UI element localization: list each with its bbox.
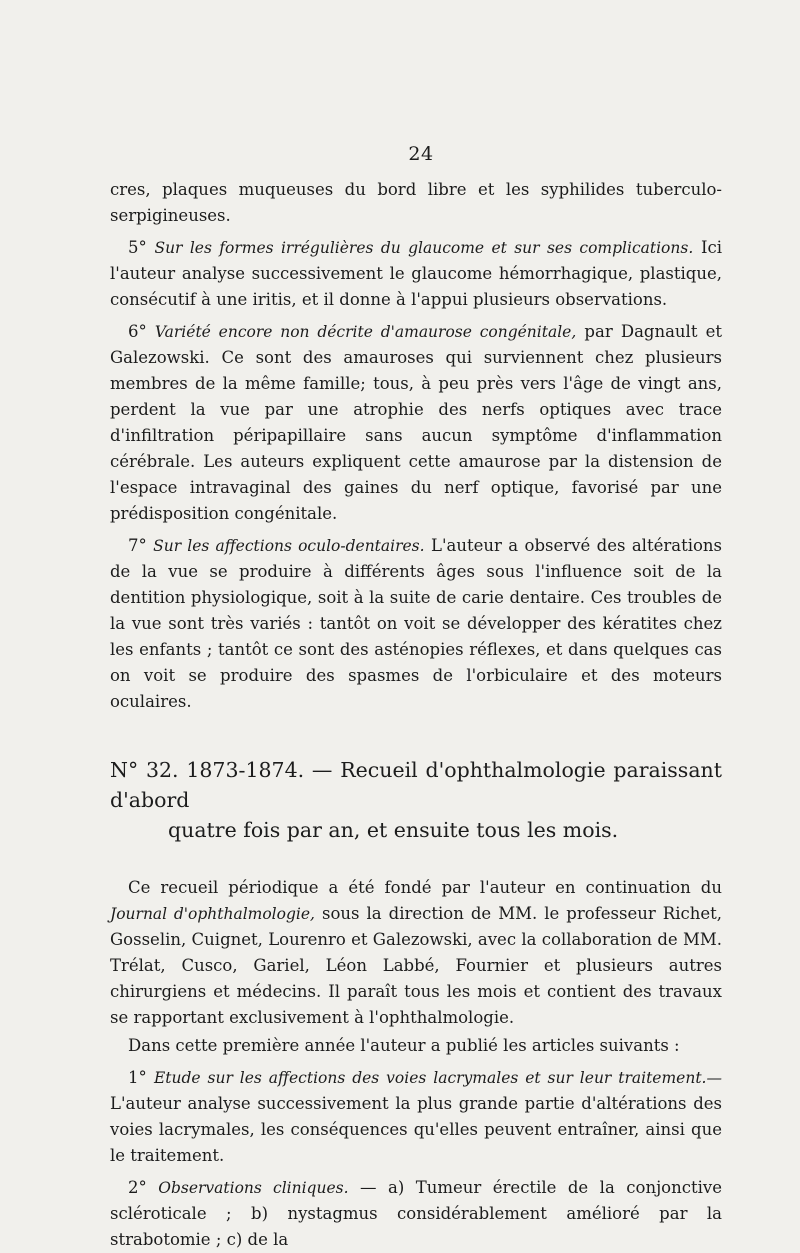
article-2-number: 2° xyxy=(128,1178,147,1197)
entry-heading xyxy=(110,755,722,815)
article-1 xyxy=(110,1065,722,1169)
entry-title-line1: Recueil d'ophthalmologie paraissant d'abord xyxy=(110,758,722,812)
entry-dash: — xyxy=(311,758,333,782)
articles-intro: Dans cette première année l'auteur a publié les articles suivants : xyxy=(128,1036,680,1055)
recueil-paragraph xyxy=(110,875,722,1031)
item-5-number: 5° xyxy=(128,238,147,257)
article-2-title: Observations cliniques. xyxy=(158,1179,349,1197)
recueil-text-1: Ce recueil périodique a été fondé par l'auteur en continuation du xyxy=(128,878,722,897)
recueil-text-2: sous la direction de MM. le professeur Richet, Gosselin, Cuignet, Lourenro et Galezowski, avec la collaboration de MM. Trélat, Cusco, Gariel, Léon Labbé, Fournier et plusieurs autres chirurgiens et médecins. Il paraît tous les mois et contient des travaux se rapportant exclusivement à l'ophthalmologie. xyxy=(110,904,722,1027)
article-2-dash: — xyxy=(360,1178,377,1197)
article-1-title: Etude sur les affections des voies lacrymales et sur leur traitement.— xyxy=(153,1069,722,1087)
page-number: 24 xyxy=(408,143,434,165)
item-5 xyxy=(110,235,722,313)
article-2 xyxy=(110,1175,722,1253)
item-5-text: Ici l'auteur analyse successivement le glaucome hémorrhagique, plastique, consécutif à une iritis, et il donne à l'appui plusieurs observations. xyxy=(110,238,723,309)
item-7 xyxy=(110,533,722,715)
journal-title: Journal d'ophthalmologie, xyxy=(110,905,315,923)
article-2-text: a) Tumeur érectile de la conjonctive scléroticale ; b) nystagmus considérablement amélioré par la strabotomie ; c) de la xyxy=(110,1178,722,1249)
item-6-title: Variété encore non décrite d'amaurose congénitale, xyxy=(154,323,577,341)
item-6-number: 6° xyxy=(128,322,147,341)
paragraph-continued: cres, plaques muqueuses du bord libre et les syphilides tuberculo-serpigineuses. xyxy=(110,180,722,225)
entry-number: N° 32. xyxy=(110,758,179,782)
item-6 xyxy=(110,319,722,527)
item-7-title: Sur les affections oculo-dentaires. xyxy=(153,537,425,555)
article-1-number: 1° xyxy=(128,1068,147,1087)
item-7-number: 7° xyxy=(128,536,147,555)
entry-years: 1873-1874. xyxy=(186,758,305,782)
item-6-text: par Dagnault et Galezowski. Ce sont des amauroses qui surviennent chez plusieurs membres de la même famille; tous, à peu près vers l'âge de vingt ans, perdent la vue par une atrophie des nerfs optiques avec trace d'infiltration péripapillaire sans aucun symptôme d'inflammation cérébrale. Les auteurs expliquent cette amaurose par la distension de l'espace intravaginal des gaines du nerf optique, favorisé par une prédisposition congénitale. xyxy=(110,322,722,523)
entry-title-line2: quatre fois par an, et ensuite tous les mois. xyxy=(168,818,619,842)
article-1-text: L'auteur analyse successivement la plus grande partie d'altérations des voies lacrymales, les conséquences qu'elles peuvent entraîner, ainsi que le traitement. xyxy=(110,1094,722,1165)
item-7-text: L'auteur a observé des altérations de la vue se produire à différents âges sous l'influence soit de la dentition physiologique, soit à la suite de carie dentaire. Ces troubles de la vue sont très variés : tantôt on voit se développer des kératites chez les enfants ; tantôt ce sont des asténopies réflexes, et dans quelques cas on voit se produire des spasmes de l'orbiculaire et des moteurs oculaires. xyxy=(110,536,723,711)
document-body xyxy=(110,143,722,1253)
item-5-title: Sur les formes irrégulières du glaucome et sur ses complications. xyxy=(154,239,694,257)
